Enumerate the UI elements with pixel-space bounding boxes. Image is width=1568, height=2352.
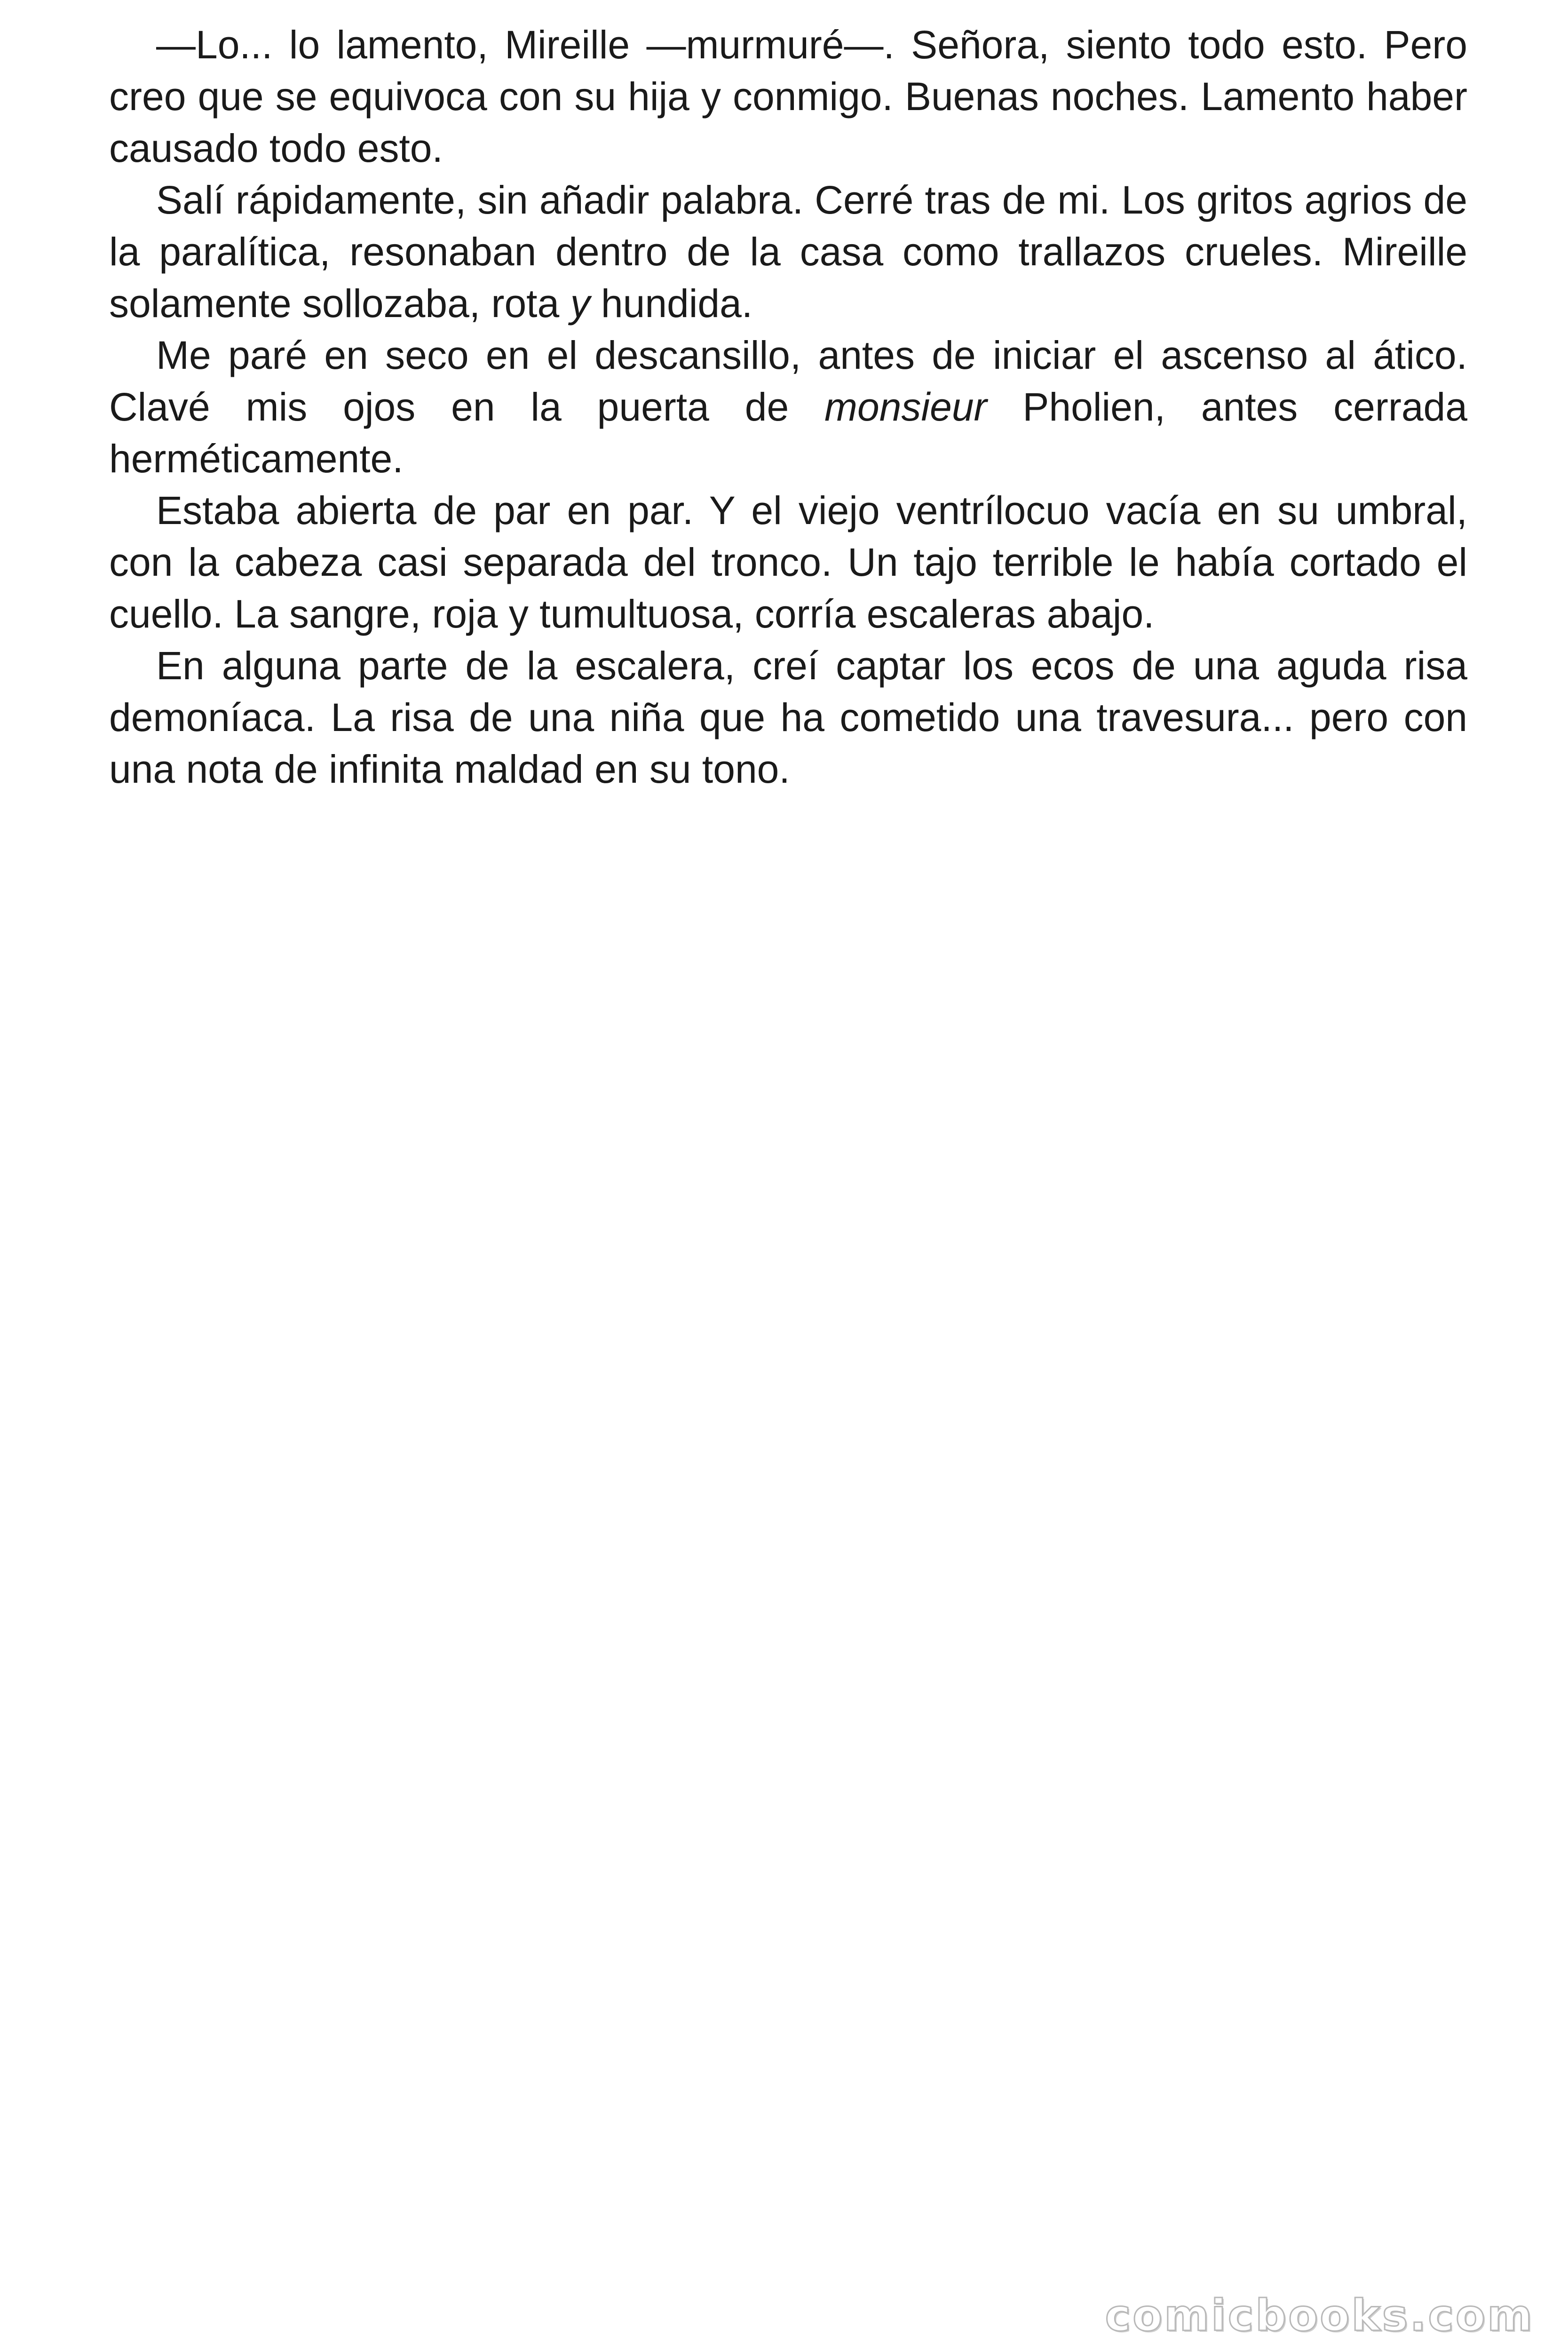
paragraph-2 [109, 174, 1467, 329]
paragraph-3-text-end: Pholien, antes cerrada herméticamente. [109, 385, 1467, 481]
paragraph-3-italic: monsieur [824, 385, 987, 429]
paragraph-3-text: Me paré en seco en el descansillo, antes de iniciar el ascenso al ático. Clavé mis ojos en la puerta de [109, 333, 1467, 429]
paragraph-1-text: —Lo... lo lamento, Mireille —murmuré—. Señora, siento todo esto. Pero creo que se equivoca con su hija y conmigo. Buenas noches. Lamento haber causado todo esto. [109, 23, 1467, 170]
paragraph-4-text: Estaba abierta de par en par. Y el viejo ventrílocuo vacía en su umbral, con la cabeza casi separada del tronco. Un tajo terrible le había cortado el cuello. La sangre, roja y tumultuosa, corría escaleras abajo. [109, 488, 1467, 636]
paragraph-2-text-end: hundida. [590, 281, 753, 326]
paragraph-3 [109, 329, 1467, 485]
paragraph-5-text: En alguna parte de la escalera, creí captar los ecos de una aguda risa demoníaca. La risa de una niña que ha cometido una travesura... pero con una nota de infinita maldad en su tono. [109, 644, 1467, 791]
watermark-logo: comicbooks.com [1105, 2290, 1534, 2341]
paragraph-2-italic: y [570, 281, 590, 326]
page-body [109, 19, 1467, 795]
paragraph-1 [109, 19, 1467, 174]
paragraph-5 [109, 640, 1467, 795]
paragraph-2-text: Salí rápidamente, sin añadir palabra. Cerré tras de mi. Los gritos agrios de la paralítica, resonaban dentro de la casa como trallazos crueles. Mireille solamente sollozaba, rota [109, 178, 1467, 326]
paragraph-4 [109, 485, 1467, 640]
